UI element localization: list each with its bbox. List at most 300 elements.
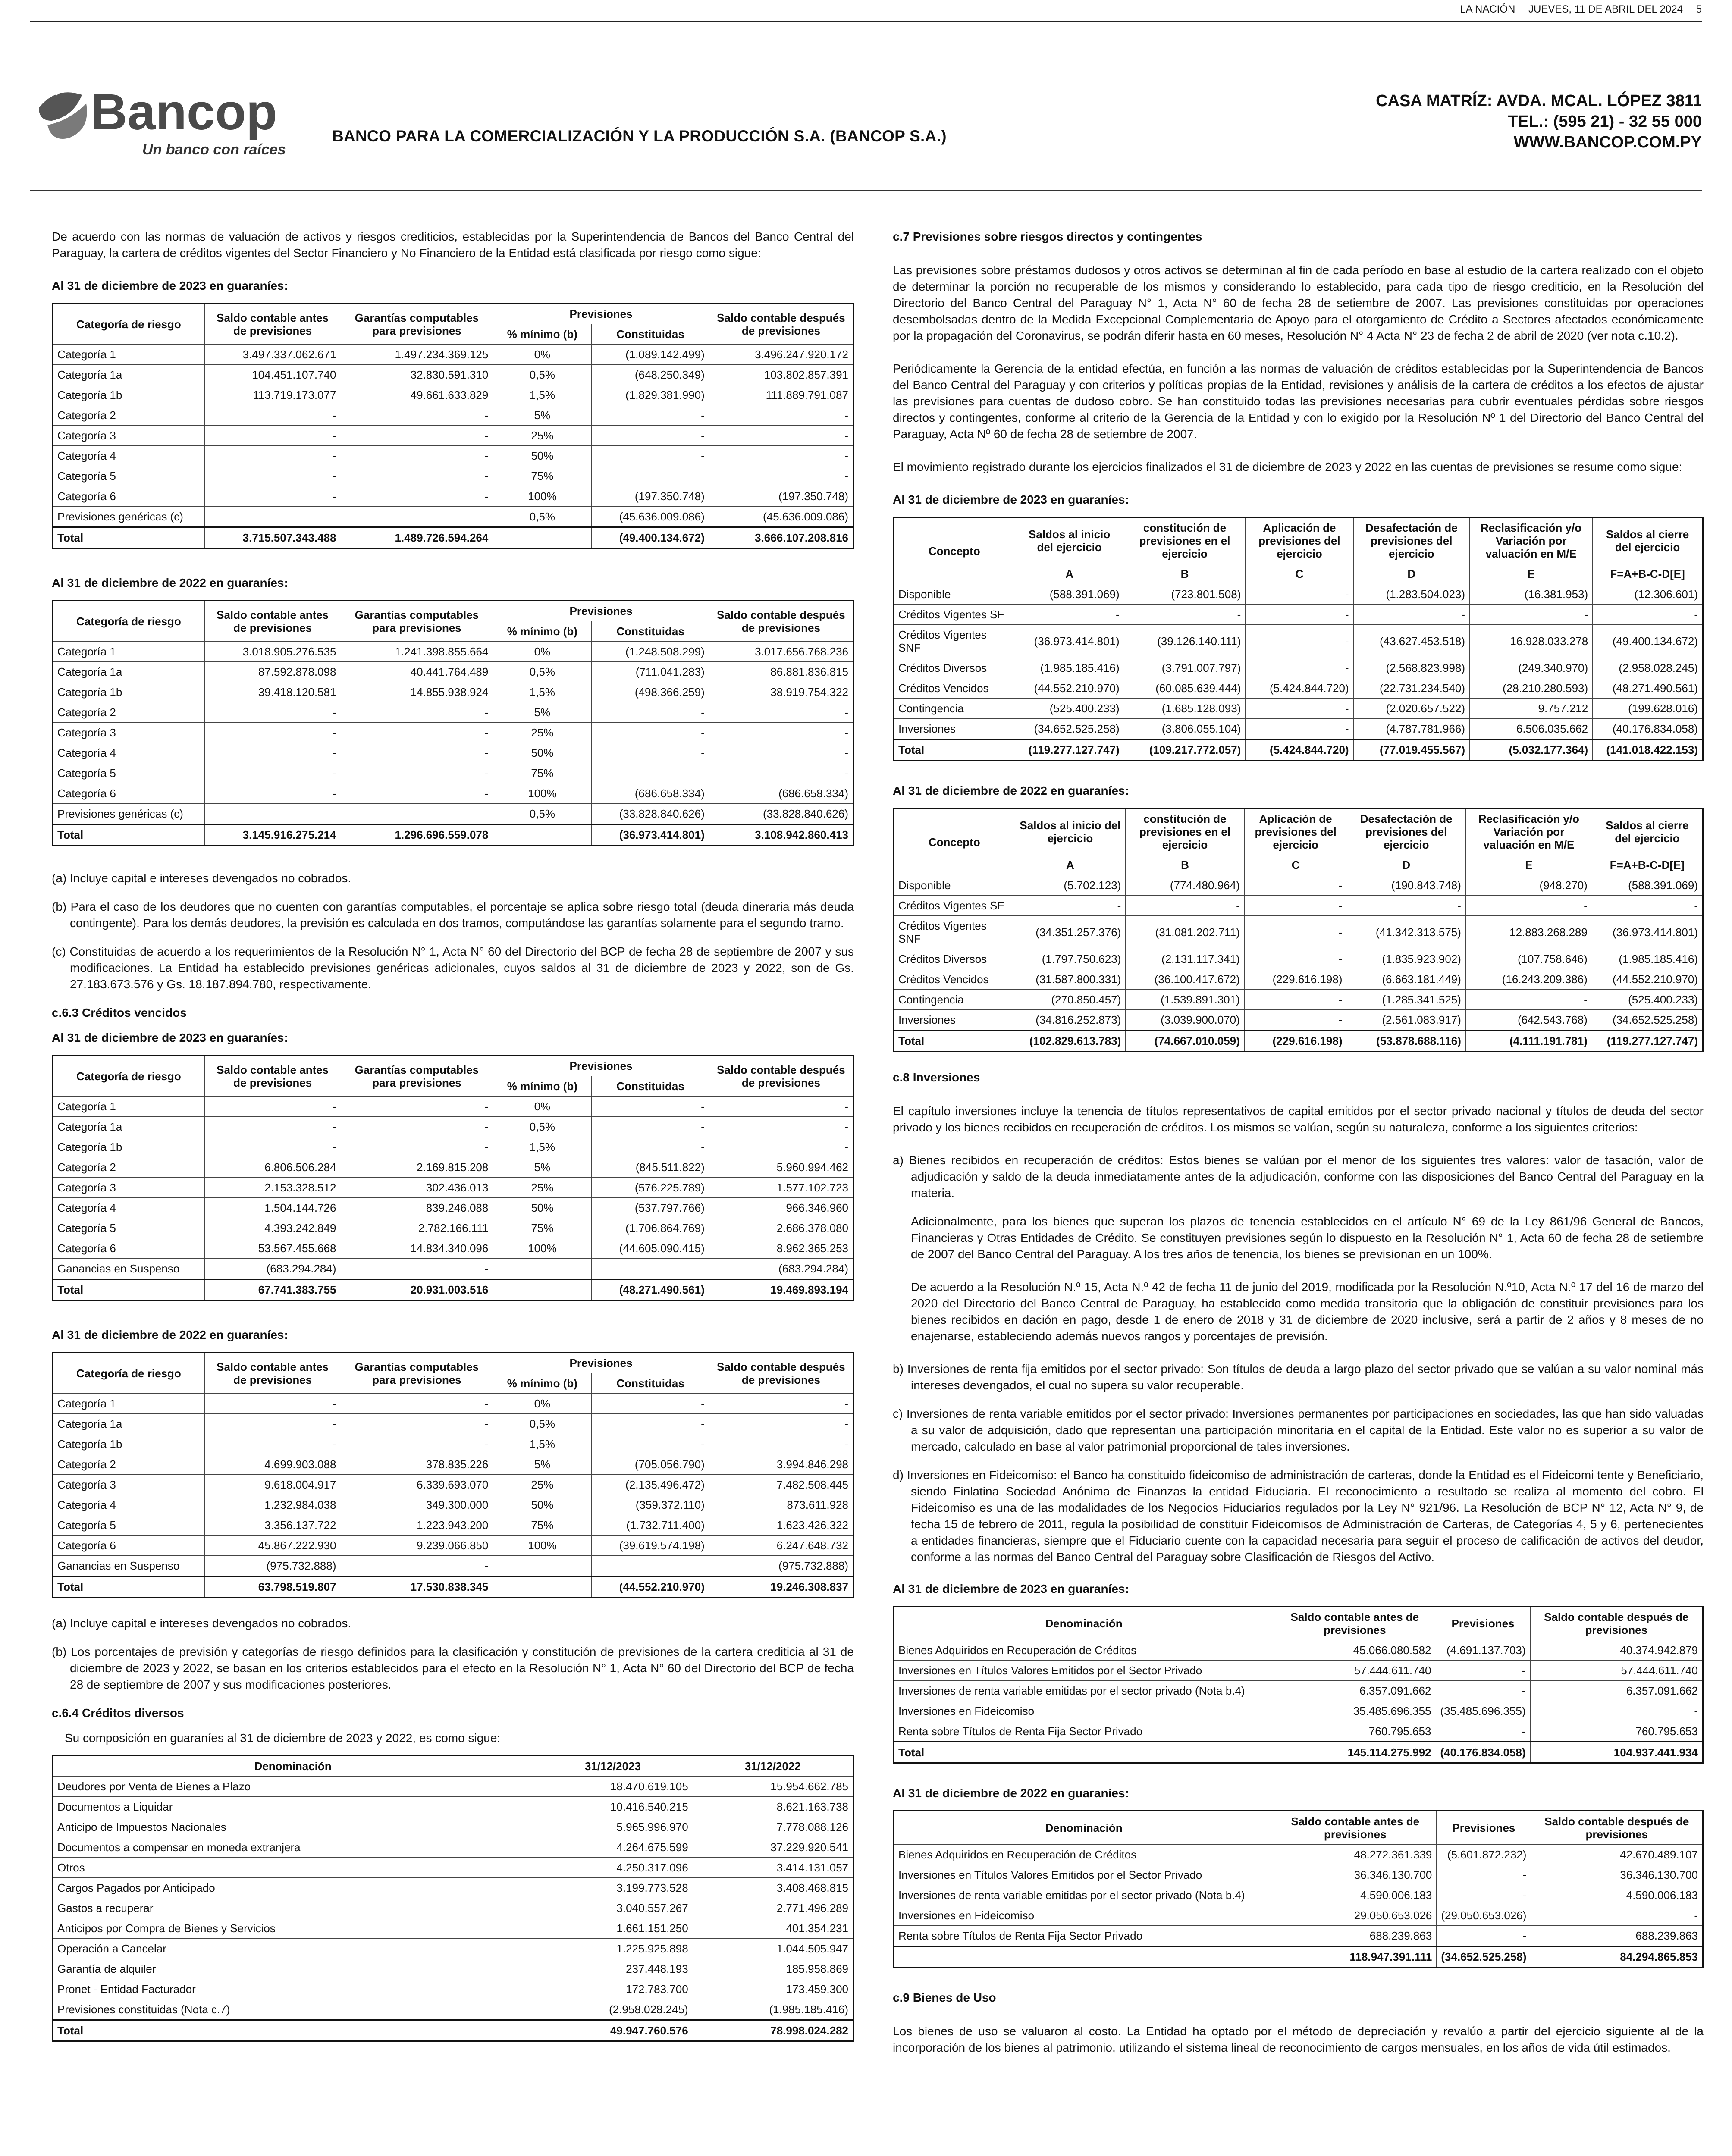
- table-cell: Bienes Adquiridos en Recuperación de Créditos: [894, 1845, 1274, 1865]
- table-cell: 5.965.996.970: [533, 1817, 693, 1837]
- overdue-table-2022: [52, 1352, 854, 1598]
- table-cell: (40.176.834.058): [1436, 1742, 1530, 1763]
- page-topbar: [30, 3, 1702, 18]
- table-cell: 0,5%: [493, 507, 592, 527]
- table-cell: 36.346.130.700: [1531, 1865, 1703, 1885]
- risk-notes: [52, 870, 854, 993]
- table-cell: -: [341, 1137, 493, 1157]
- table-cell: Documentos a compensar en moneda extranjera: [53, 1837, 533, 1858]
- table-cell: (648.250.349): [592, 365, 709, 385]
- c7-paragraph-2: Periódicamente la Gerencia de la entidad efectúa, en función a las normas de valuación de créditos establecidas por la Superintendencia de Bancos del Banco Central del Paraguay y con criterios y políticas propias de la Entidad, revisiones y análisis de la cartera de créditos a los efectos de ajustar las previsiones para cuentas de dudoso cobro. Se han constituido todas las previsiones necesarias para cubrir eventuales pérdidas sobre riesgos directos y contingentes, conforme al criterio de la Gerencia de la Entidad y con lo exigido por la Resolución Nº 1 del Directorio del Banco Central del Paraguay, Acta Nº 60 de fecha 28 de setiembre de 2007.: [893, 362, 1704, 441]
- bancop-leaf-icon: [30, 78, 298, 164]
- table-cell: -: [341, 1434, 493, 1454]
- table-row: [53, 1495, 853, 1515]
- table-cell: 760.795.653: [1274, 1721, 1436, 1742]
- table-cell: 6.357.091.662: [1530, 1681, 1703, 1701]
- table-cell: (36.973.414.801): [1015, 625, 1124, 658]
- table-cell: -: [1015, 896, 1126, 916]
- overdue-table-2022-title: Al 31 de diciembre de 2022 en guaraníes:: [52, 1328, 288, 1341]
- table-cell: 1,5%: [493, 385, 592, 405]
- column-header: Saldo contable antes de previsiones: [1274, 1607, 1436, 1640]
- table-cell: (2.135.496.472): [592, 1475, 709, 1495]
- table-cell: 3.356.137.722: [204, 1515, 341, 1536]
- header-row: [53, 601, 853, 621]
- header-rule: [30, 190, 1702, 191]
- table-cell: 67.741.383.755: [204, 1279, 341, 1300]
- risk-table-2022: [52, 600, 854, 846]
- table-cell: -: [341, 1117, 493, 1137]
- table-cell: 6.357.091.662: [1274, 1681, 1436, 1701]
- table-cell: 1.577.102.723: [709, 1178, 853, 1198]
- table-cell: Deudores por Venta de Bienes a Plazo: [53, 1777, 533, 1797]
- table-cell: [894, 1946, 1274, 1968]
- table-cell: -: [341, 702, 493, 723]
- column-header: Categoría de riesgo: [53, 1056, 205, 1097]
- table-cell: -: [341, 763, 493, 783]
- table-cell: -: [341, 743, 493, 763]
- table-cell: -: [341, 1394, 493, 1414]
- table-cell: (5.032.177.364): [1470, 740, 1593, 761]
- table-cell: Categoría 6: [53, 1238, 205, 1259]
- table-cell: (1.248.508.299): [592, 642, 709, 662]
- column-header: Previsiones: [1436, 1607, 1530, 1640]
- table-cell: (45.636.009.086): [709, 507, 853, 527]
- table-cell: -: [341, 486, 493, 507]
- column-letter: C: [1246, 564, 1353, 584]
- table-row: [894, 1681, 1703, 1701]
- table-cell: Categoría 2: [53, 1157, 205, 1178]
- table-cell: (588.391.069): [1015, 584, 1124, 605]
- table-cell: -: [341, 783, 493, 804]
- total-row: [894, 1031, 1703, 1052]
- table-cell: -: [592, 1434, 709, 1454]
- table-cell: Categoría 2: [53, 1454, 205, 1475]
- table-cell: -: [1244, 1010, 1347, 1031]
- table-cell: Categoría 1a: [53, 1414, 205, 1434]
- column-header: Saldo contable antes de previsiones: [204, 1353, 341, 1394]
- table-row: [53, 804, 853, 824]
- table-row: [53, 1858, 853, 1878]
- column-header: Saldo contable después de previsiones: [709, 1056, 853, 1097]
- table-cell: -: [1530, 1701, 1703, 1721]
- table-row: [53, 1756, 853, 1777]
- table-cell: 9.239.066.850: [341, 1536, 493, 1556]
- bancop-logo: [30, 78, 298, 164]
- column-letter: F=A+B-C-D[E]: [1593, 564, 1703, 584]
- table-cell: 78.998.024.282: [693, 2020, 853, 2041]
- table-row: [894, 990, 1703, 1010]
- logo-wordmark: Bancop: [91, 84, 277, 141]
- column-header: Aplicación de previsiones del ejercicio: [1244, 808, 1347, 855]
- movement-table-2023-title: Al 31 de diciembre de 2023 en guaraníes:: [893, 493, 1129, 506]
- table-cell: [493, 1259, 592, 1279]
- table-cell: -: [1593, 605, 1703, 625]
- table-cell: -: [1347, 896, 1465, 916]
- table-cell: (48.271.490.561): [592, 1279, 709, 1300]
- column-header: Concepto: [894, 517, 1015, 584]
- table-cell: Categoría 1: [53, 1394, 205, 1414]
- table-cell: Créditos Vigentes SNF: [894, 916, 1015, 949]
- column-header: Denominación: [894, 1811, 1274, 1845]
- table-cell: Total: [894, 740, 1015, 761]
- column-header: % mínimo (b): [493, 1076, 592, 1097]
- table-cell: -: [709, 723, 853, 743]
- table-cell: 1.504.144.726: [204, 1198, 341, 1218]
- table-cell: 14.855.938.924: [341, 682, 493, 702]
- table-cell: -: [709, 1137, 853, 1157]
- table-cell: -: [341, 405, 493, 426]
- table-cell: 378.835.226: [341, 1454, 493, 1475]
- column-header: Garantías computables para previsiones: [341, 601, 493, 642]
- column-header: Categoría de riesgo: [53, 304, 205, 345]
- table-cell: (197.350.748): [592, 486, 709, 507]
- table-cell: (49.400.134.672): [1593, 625, 1703, 658]
- right-column: [893, 229, 1704, 2072]
- table-cell: 50%: [493, 743, 592, 763]
- table-cell: 84.294.865.853: [1531, 1946, 1703, 1968]
- table-cell: 45.066.080.582: [1274, 1640, 1436, 1661]
- table-cell: -: [1124, 605, 1246, 625]
- table-cell: 8.962.365.253: [709, 1238, 853, 1259]
- c8-item-c: c) Inversiones de renta variable emitidos por el sector privado: Inversiones permanentes por participaciones en sociedades, las que han sido valuadas a su valor de adquisición, dado que representan una participación minoritaria en el capital de la Entidad. Este valor no es superior a su valor de mercado, calculado en base al valor patrimonial proporcional de tales inversiones.: [893, 1407, 1704, 1453]
- table-cell: 1.241.398.855.664: [341, 642, 493, 662]
- table-row: [894, 949, 1703, 969]
- table-cell: (1.797.750.623): [1015, 949, 1126, 969]
- table-cell: Categoría 3: [53, 1475, 205, 1495]
- table-cell: -: [1465, 990, 1592, 1010]
- c8-item-a-para-3: De acuerdo a la Resolución N.º 15, Acta N.º 42 de fecha 11 de junio del 2019, modificada por la Resolución N.º10, Acta N.º 17 del 16 de marzo del 2020 del Directorio del Banco Central de Paraguay, ha establecido como medida transitoria que la obligación de constituir previsiones para los bienes recibidos en dación en pago, desde 1 de enero de 2018 y 31 de diciembre de 2020 inclusive, será a partir de 2 años y 8 meses de no enajenarse, estableciendo además nuevos rangos y porcentajes de previsión.: [911, 1280, 1704, 1343]
- column-letter: B: [1126, 855, 1244, 875]
- table-cell: (44.605.090.415): [592, 1238, 709, 1259]
- note-c: (c) Constituidas de acuerdo a los requerimientos de la Resolución N° 1, Acta N° 60 del Directorio del BCP de fecha 28 de septiembre de 2007 y sus modificaciones. La Entidad ha establecido previsiones genéricas adicionales, cuyos saldos al 31 de diciembre de 2023 y 2022, son de Gs. 27.183.673.576 y Gs. 18.187.894.780, respectivamente.: [52, 945, 854, 991]
- table-cell: (197.350.748): [709, 486, 853, 507]
- column-header: Saldo contable después de previsiones: [709, 601, 853, 642]
- overdue-note-a: (a) Incluye capital e intereses devengados no cobrados.: [52, 1617, 351, 1630]
- table-row: [53, 763, 853, 783]
- table-cell: 104.937.441.934: [1530, 1742, 1703, 1763]
- table-cell: -: [341, 1097, 493, 1117]
- column-header: Categoría de riesgo: [53, 1353, 205, 1394]
- table-cell: -: [1465, 896, 1592, 916]
- table-cell: 172.783.700: [533, 1979, 693, 1999]
- table-cell: (44.552.210.970): [1015, 678, 1124, 699]
- section-c7-title: c.7 Previsiones sobre riesgos directos y contingentes: [893, 230, 1202, 243]
- table-row: [53, 1898, 853, 1918]
- table-cell: -: [204, 723, 341, 743]
- table-row: [894, 896, 1703, 916]
- column-header: Garantías computables para previsiones: [341, 1056, 493, 1097]
- table-cell: (2.958.028.245): [1593, 658, 1703, 678]
- table-cell: (1.829.381.990): [592, 385, 709, 405]
- table-row: [894, 1905, 1703, 1926]
- table-cell: 1.232.984.038: [204, 1495, 341, 1515]
- column-header: Saldos al inicio del ejercicio: [1015, 517, 1124, 564]
- table-row: [894, 1010, 1703, 1031]
- table-cell: (53.878.688.116): [1347, 1031, 1465, 1052]
- table-cell: 111.889.791.087: [709, 385, 853, 405]
- column-header: Garantías computables para previsiones: [341, 1353, 493, 1394]
- table-cell: -: [204, 783, 341, 804]
- column-header: Previsiones: [493, 304, 709, 324]
- table-cell: 1.661.151.250: [533, 1918, 693, 1939]
- table-cell: 50%: [493, 1198, 592, 1218]
- page-number: 5: [1696, 3, 1702, 15]
- column-header: Saldo contable después de previsiones: [709, 1353, 853, 1394]
- table-cell: (107.758.646): [1465, 949, 1592, 969]
- table-cell: 19.246.308.837: [709, 1576, 853, 1598]
- column-letter: D: [1347, 855, 1465, 875]
- movement-table-2023: [893, 517, 1704, 761]
- table-cell: (35.485.696.355): [1436, 1701, 1530, 1721]
- table-cell: 3.497.337.062.671: [204, 345, 341, 365]
- table-cell: 3.414.131.057: [693, 1858, 853, 1878]
- table-row: [894, 1701, 1703, 1721]
- table-cell: 39.418.120.581: [204, 682, 341, 702]
- table-cell: (33.828.840.626): [709, 804, 853, 824]
- table-row: [53, 682, 853, 702]
- table-cell: 50%: [493, 1495, 592, 1515]
- column-header: Constituidas: [592, 324, 709, 345]
- column-header: Saldo contable después de previsiones: [709, 304, 853, 345]
- table-cell: Garantía de alquiler: [53, 1959, 533, 1979]
- table-cell: -: [592, 1097, 709, 1117]
- table-cell: Inversiones: [894, 1010, 1015, 1031]
- table-cell: Disponible: [894, 584, 1015, 605]
- table-cell: -: [204, 763, 341, 783]
- table-cell: Contingencia: [894, 699, 1015, 719]
- table-cell: [493, 527, 592, 548]
- table-cell: 3.040.557.267: [533, 1898, 693, 1918]
- table-row: [53, 1817, 853, 1837]
- table-cell: 100%: [493, 486, 592, 507]
- table-row: [53, 1536, 853, 1556]
- c7-paragraph-3: El movimiento registrado durante los ejercicios finalizados el 31 de diciembre de 2023 y 2022 en las cuentas de previsiones se resume como sigue:: [893, 460, 1682, 473]
- table-row: [53, 1218, 853, 1238]
- table-cell: (4.691.137.703): [1436, 1640, 1530, 1661]
- table-cell: 57.444.611.740: [1274, 1661, 1436, 1681]
- table-cell: Documentos a Liquidar: [53, 1797, 533, 1817]
- table-row: [53, 1475, 853, 1495]
- total-row: [894, 740, 1703, 761]
- table-cell: Categoría 4: [53, 743, 205, 763]
- table-cell: 45.867.222.930: [204, 1536, 341, 1556]
- table-row: [894, 1661, 1703, 1681]
- table-row: [894, 875, 1703, 896]
- table-row: [894, 1811, 1703, 1845]
- table-cell: 9.618.004.917: [204, 1475, 341, 1495]
- table-cell: Categoría 3: [53, 723, 205, 743]
- table-cell: -: [204, 1117, 341, 1137]
- table-cell: 50%: [493, 446, 592, 466]
- table-row: [53, 1556, 853, 1576]
- risk-intro: De acuerdo con las normas de valuación de activos y riesgos crediticios, establecidas por la Superintendencia de Bancos del Banco Central del Paraguay, la cartera de créditos vigentes del Sector Financiero y No Financiero de la Entidad está clasificada por riesgo como sigue:: [52, 230, 854, 260]
- table-cell: Créditos Vigentes SF: [894, 896, 1015, 916]
- column-letter: D: [1353, 564, 1469, 584]
- table-cell: -: [341, 1259, 493, 1279]
- table-cell: 0%: [493, 345, 592, 365]
- table-cell: 7.778.088.126: [693, 1817, 853, 1837]
- table-cell: -: [592, 1414, 709, 1434]
- table-cell: Categoría 6: [53, 783, 205, 804]
- table-cell: Créditos Vigentes SF: [894, 605, 1015, 625]
- header-row: [53, 304, 853, 324]
- table-cell: 87.592.878.098: [204, 662, 341, 682]
- table-row: [53, 466, 853, 486]
- column-letter: A: [1015, 564, 1124, 584]
- overdue-note-b: (b) Los porcentajes de previsión y categorías de riesgo definidos para la clasificación y constitución de previsiones de la cartera crediticia al 31 de diciembre de 2023 y 2022, se basan en los criterios establecidos para el efecto en la Resolución N° 1, Acta N° 60 del Directorio del BCP de fecha 28 de septiembre de 2007 y sus modificaciones posteriores.: [52, 1645, 854, 1691]
- table-cell: -: [1436, 1661, 1530, 1681]
- table-cell: (975.732.888): [709, 1556, 853, 1576]
- logo-tagline: Un banco con raíces: [142, 141, 286, 158]
- table-cell: -: [709, 1434, 853, 1454]
- table-cell: (2.020.657.522): [1353, 699, 1469, 719]
- table-cell: Inversiones: [894, 719, 1015, 740]
- table-cell: 3.145.916.275.214: [204, 824, 341, 846]
- table-cell: Renta sobre Títulos de Renta Fija Sector Privado: [894, 1721, 1274, 1742]
- table-cell: -: [204, 1434, 341, 1454]
- table-cell: -: [341, 466, 493, 486]
- table-cell: 36.346.130.700: [1274, 1865, 1437, 1885]
- column-header: Previsiones: [493, 1056, 709, 1076]
- table-cell: (845.511.822): [592, 1157, 709, 1178]
- table-cell: (29.050.653.026): [1437, 1905, 1531, 1926]
- table-cell: (2.561.083.917): [1347, 1010, 1465, 1031]
- table-row: [53, 1238, 853, 1259]
- table-cell: (576.225.789): [592, 1178, 709, 1198]
- table-row: [894, 1926, 1703, 1946]
- table-cell: Ganancias en Suspenso: [53, 1259, 205, 1279]
- table-row: [53, 1394, 853, 1414]
- table-cell: 3.017.656.768.236: [709, 642, 853, 662]
- table-cell: -: [341, 446, 493, 466]
- table-cell: Previsiones genéricas (c): [53, 507, 205, 527]
- table-cell: Categoría 5: [53, 466, 205, 486]
- table-row: [53, 1878, 853, 1898]
- table-cell: (3.791.007.797): [1124, 658, 1246, 678]
- table-cell: 0,5%: [493, 365, 592, 385]
- table-cell: 53.567.455.668: [204, 1238, 341, 1259]
- table-cell: 38.919.754.322: [709, 682, 853, 702]
- table-cell: (34.652.525.258): [1015, 719, 1124, 740]
- table-row: [53, 405, 853, 426]
- table-cell: 113.719.173.077: [204, 385, 341, 405]
- header-row: [894, 808, 1703, 855]
- table-cell: Categoría 5: [53, 1515, 205, 1536]
- table-cell: Disponible: [894, 875, 1015, 896]
- table-cell: 3.408.468.815: [693, 1878, 853, 1898]
- table-cell: 75%: [493, 1515, 592, 1536]
- table-cell: 8.621.163.738: [693, 1797, 853, 1817]
- table-row: [894, 605, 1703, 625]
- c8-item-d: d) Inversiones en Fideicomiso: el Banco ha constituido fideicomiso de administración de carteras, donde la Entidad es el Fideicomi tente y Beneficiario, siendo Finlatina Sociedad Anónima de Finanzas la entidad Fiduciaria. El reconocimiento a resultado se realiza al momento del cobro. El Fideicomiso es una de las modalidades de los Negocios Fiduciarios regulados por la Ley N° 921/96. La Resolución de BCP N° 12, Acta N° 9, de fecha 15 de febrero de 2011, regula la posibilidad de constituir Fideicomisos de Administración de Carteras, de Categorías 4, 5 y 6, pertenecientes a entidades financieras, siempre que el Fiduciario cuente con la capacidad necesaria para seguir el proceso de calificación de activos del deudor, conforme a las normas del Banco Central del Paraguay sobre Clasificación de Riesgos del Activo.: [893, 1468, 1704, 1564]
- table-cell: -: [1015, 605, 1124, 625]
- table-cell: [341, 804, 493, 824]
- table-cell: 57.444.611.740: [1530, 1661, 1703, 1681]
- table-cell: Total: [53, 824, 205, 846]
- table-cell: -: [1244, 896, 1347, 916]
- column-header: Denominación: [894, 1607, 1274, 1640]
- table-cell: -: [1470, 605, 1593, 625]
- column-header: Desafectación de previsiones del ejercicio: [1353, 517, 1469, 564]
- c8-item-a: a) Bienes recibidos en recuperación de créditos: Estos bienes se valúan por el menor de los siguientes tres valores: valor de tasación, valor de adjudicación y saldo de la deuda inmediatamente antes de la adjudicación, conforme con las disposiciones del Banco Central del Paraguay en la materia.: [893, 1153, 1704, 1200]
- investments-table-2022: [893, 1810, 1704, 1968]
- table-cell: 1,5%: [493, 1137, 592, 1157]
- table-cell: -: [592, 702, 709, 723]
- table-cell: -: [592, 1137, 709, 1157]
- table-cell: 100%: [493, 1238, 592, 1259]
- table-cell: Créditos Vencidos: [894, 678, 1015, 699]
- table-cell: 63.798.519.807: [204, 1576, 341, 1598]
- table-row: [53, 1918, 853, 1939]
- table-cell: 1.223.943.200: [341, 1515, 493, 1536]
- table-cell: Categoría 1: [53, 1097, 205, 1117]
- table-row: [53, 702, 853, 723]
- table-row: [53, 1198, 853, 1218]
- table-cell: (16.381.953): [1470, 584, 1593, 605]
- table-row: [894, 1845, 1703, 1865]
- table-cell: 0,5%: [493, 1414, 592, 1434]
- table-row: [53, 642, 853, 662]
- table-row: [894, 625, 1703, 658]
- table-cell: (119.277.127.747): [1015, 740, 1124, 761]
- table-cell: -: [204, 743, 341, 763]
- table-cell: (359.372.110): [592, 1495, 709, 1515]
- table-cell: 75%: [493, 466, 592, 486]
- table-row: [894, 719, 1703, 740]
- investments-table-2023-title: Al 31 de diciembre de 2023 en guaraníes:: [893, 1582, 1129, 1595]
- table-cell: (5.601.872.232): [1437, 1845, 1531, 1865]
- table-cell: -: [1436, 1681, 1530, 1701]
- table-cell: (190.843.748): [1347, 875, 1465, 896]
- table-cell: [493, 1576, 592, 1598]
- table-cell: 4.393.242.849: [204, 1218, 341, 1238]
- table-cell: (44.552.210.970): [592, 1576, 709, 1598]
- table-cell: -: [1246, 699, 1353, 719]
- table-cell: (34.816.252.873): [1015, 1010, 1126, 1031]
- table-cell: [204, 804, 341, 824]
- table-cell: (34.652.525.258): [1437, 1946, 1531, 1968]
- table-cell: 401.354.231: [693, 1918, 853, 1939]
- table-cell: -: [204, 1414, 341, 1434]
- table-cell: Créditos Vigentes SNF: [894, 625, 1015, 658]
- table-cell: 49.661.633.829: [341, 385, 493, 405]
- table-cell: (1.732.711.400): [592, 1515, 709, 1536]
- table-cell: [493, 1556, 592, 1576]
- table-cell: 0,5%: [493, 804, 592, 824]
- phone-number: TEL.: (595 21) - 32 55 000: [1508, 113, 1702, 131]
- table-cell: Categoría 1a: [53, 1117, 205, 1137]
- table-cell: 2.782.166.111: [341, 1218, 493, 1238]
- table-cell: (31.081.202.711): [1126, 916, 1244, 949]
- table-row: [53, 723, 853, 743]
- table-cell: (199.628.016): [1593, 699, 1703, 719]
- table-cell: (270.850.457): [1015, 990, 1126, 1010]
- table-row: [894, 969, 1703, 990]
- table-row: [53, 1797, 853, 1817]
- table-cell: 15.954.662.785: [693, 1777, 853, 1797]
- table-cell: (74.667.010.059): [1126, 1031, 1244, 1052]
- table-cell: Anticipo de Impuestos Nacionales: [53, 1817, 533, 1837]
- table-cell: [592, 763, 709, 783]
- table-row: [894, 1721, 1703, 1742]
- total-row: [894, 1742, 1703, 1763]
- table-cell: -: [341, 1556, 493, 1576]
- table-cell: (12.306.601): [1593, 584, 1703, 605]
- table-cell: 75%: [493, 763, 592, 783]
- table-cell: (948.270): [1465, 875, 1592, 896]
- table-cell: 2.686.378.080: [709, 1218, 853, 1238]
- table-cell: 104.451.107.740: [204, 365, 341, 385]
